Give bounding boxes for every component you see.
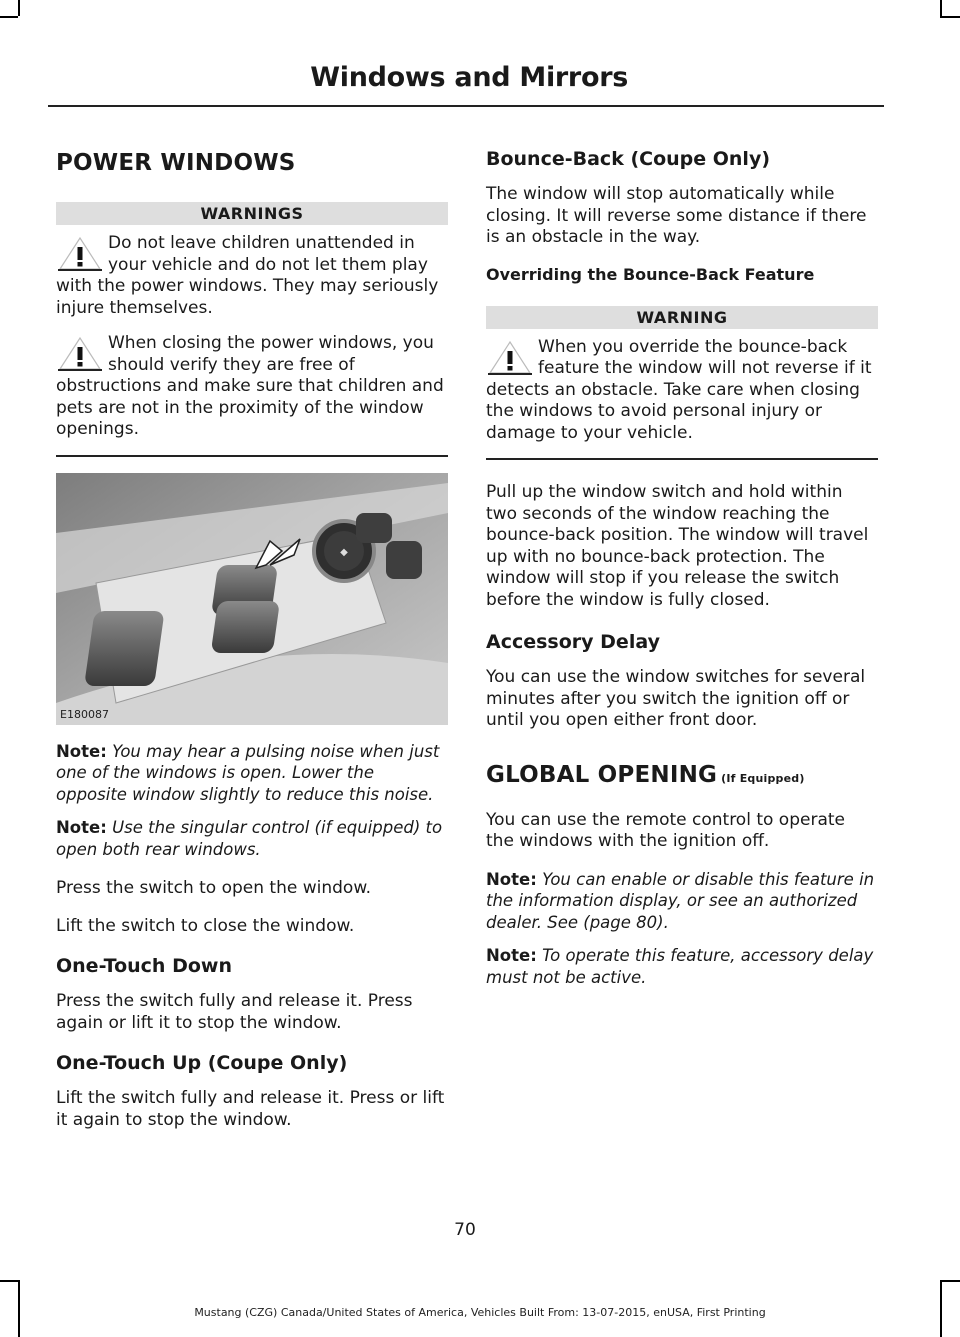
- note-label: Note:: [486, 869, 537, 889]
- note-text: You may hear a pulsing noise when just one of the windows is open. Lower the opposite window slightly to reduce this noise.: [56, 741, 440, 804]
- note-label: Note:: [486, 946, 537, 965]
- crop-mark-top-right: [940, 0, 942, 16]
- window-switch-illustration: [56, 473, 448, 725]
- warning-text-2: When closing the power windows, you should verify they are free of obstructions and make sure that children and pets are not in the proximity of the window openings.: [56, 333, 444, 439]
- header-rule: [48, 105, 884, 107]
- warning-block-3: [486, 337, 878, 445]
- note-text: To operate this feature, accessory delay must not be active.: [486, 946, 874, 987]
- svg-text:◆: ◆: [340, 546, 348, 558]
- door-panel-image: [56, 473, 448, 725]
- page-header-title: Windows and Mirrors: [310, 62, 628, 93]
- note-text: Use the singular control (if equipped) to open both rear windows.: [56, 818, 443, 859]
- paragraph-bounce-back: The window will stop automatically while closing. It will reverse some distance if there is an obstacle in the way.: [486, 184, 867, 247]
- warning-block-2: [56, 333, 448, 441]
- note-1: [56, 741, 448, 806]
- crop-mark-top-left: [18, 0, 20, 16]
- warnings-label: WARNINGS: [56, 202, 448, 225]
- warning-triangle-icon: [56, 235, 104, 273]
- warning-text-3: When you override the bounce-back feature the window will not reverse if it detects an obstacle. Take care when closing the windows to avoid personal injury or damage to your vehicle.: [486, 336, 872, 443]
- subheading-bounce-back: Bounce-Back (Coupe Only): [486, 148, 771, 170]
- paragraph-one-touch-down: Press the switch fully and release it. Press again or lift it to stop the window.: [56, 991, 413, 1033]
- paragraph-global-opening: You can use the remote control to operate the windows with the ignition off.: [486, 809, 845, 851]
- crop-mark-top-left-h: [0, 16, 18, 18]
- left-column: [56, 128, 448, 1147]
- note-4: [486, 945, 878, 988]
- note-label: Note:: [56, 818, 107, 837]
- warning-text-1: Do not leave children unattended in your vehicle and do not let them play with the power windows. They may seriously injure themselves.: [56, 233, 439, 318]
- paragraph-accessory-delay: You can use the window switches for several minutes after you switch the ignition off or until you open either front door.: [486, 667, 866, 730]
- if-equipped-label: (If Equipped): [717, 771, 805, 785]
- section-heading-power-windows: POWER WINDOWS: [56, 150, 296, 176]
- subheading-one-touch-up: One-Touch Up (Coupe Only): [56, 1052, 348, 1074]
- note-3: [486, 869, 878, 934]
- warning-block-1: [56, 233, 448, 319]
- figure-code: E180087: [60, 707, 109, 721]
- note-label: Note:: [56, 741, 107, 761]
- subheading-one-touch-down: One-Touch Down: [56, 955, 232, 977]
- subheading-accessory-delay: Accessory Delay: [486, 631, 660, 653]
- note-text: You can enable or disable this feature in the information display, or see an authorized dealer. See (page 80).: [486, 869, 875, 932]
- warning-triangle-icon: [486, 339, 534, 377]
- right-column: [486, 128, 878, 1000]
- paragraph-press-switch: Press the switch to open the window.: [56, 878, 372, 898]
- note-2: [56, 817, 448, 860]
- warning-rule: [56, 455, 448, 457]
- warning-rule: [486, 458, 878, 460]
- warning-label: WARNING: [486, 306, 878, 329]
- crop-mark-top-right-h: [940, 16, 960, 18]
- crop-mark-bottom-right-h: [940, 1280, 960, 1282]
- paragraph-override: Pull up the window switch and hold within two seconds of the window reaching the bounce-back position. The window will travel up with no bounce-back protection. The window will stop if you release the switch before the window is fully closed.: [486, 482, 869, 610]
- crop-mark-bottom-left-h: [0, 1280, 18, 1282]
- paragraph-one-touch-up: Lift the switch fully and release it. Press or lift it again to stop the window.: [56, 1088, 445, 1130]
- footer-text: Mustang (CZG) Canada/United States of America, Vehicles Built From: 13-07-2015, enUSA, First Printing: [194, 1306, 766, 1319]
- section-heading-global-opening: [486, 762, 878, 788]
- global-opening-title: GLOBAL OPENING: [486, 761, 718, 788]
- paragraph-lift-switch: Lift the switch to close the window.: [56, 915, 355, 936]
- warning-triangle-icon: [56, 335, 104, 373]
- page-number: 70: [454, 1220, 476, 1240]
- subheading-override: Overriding the Bounce-Back Feature: [486, 264, 815, 284]
